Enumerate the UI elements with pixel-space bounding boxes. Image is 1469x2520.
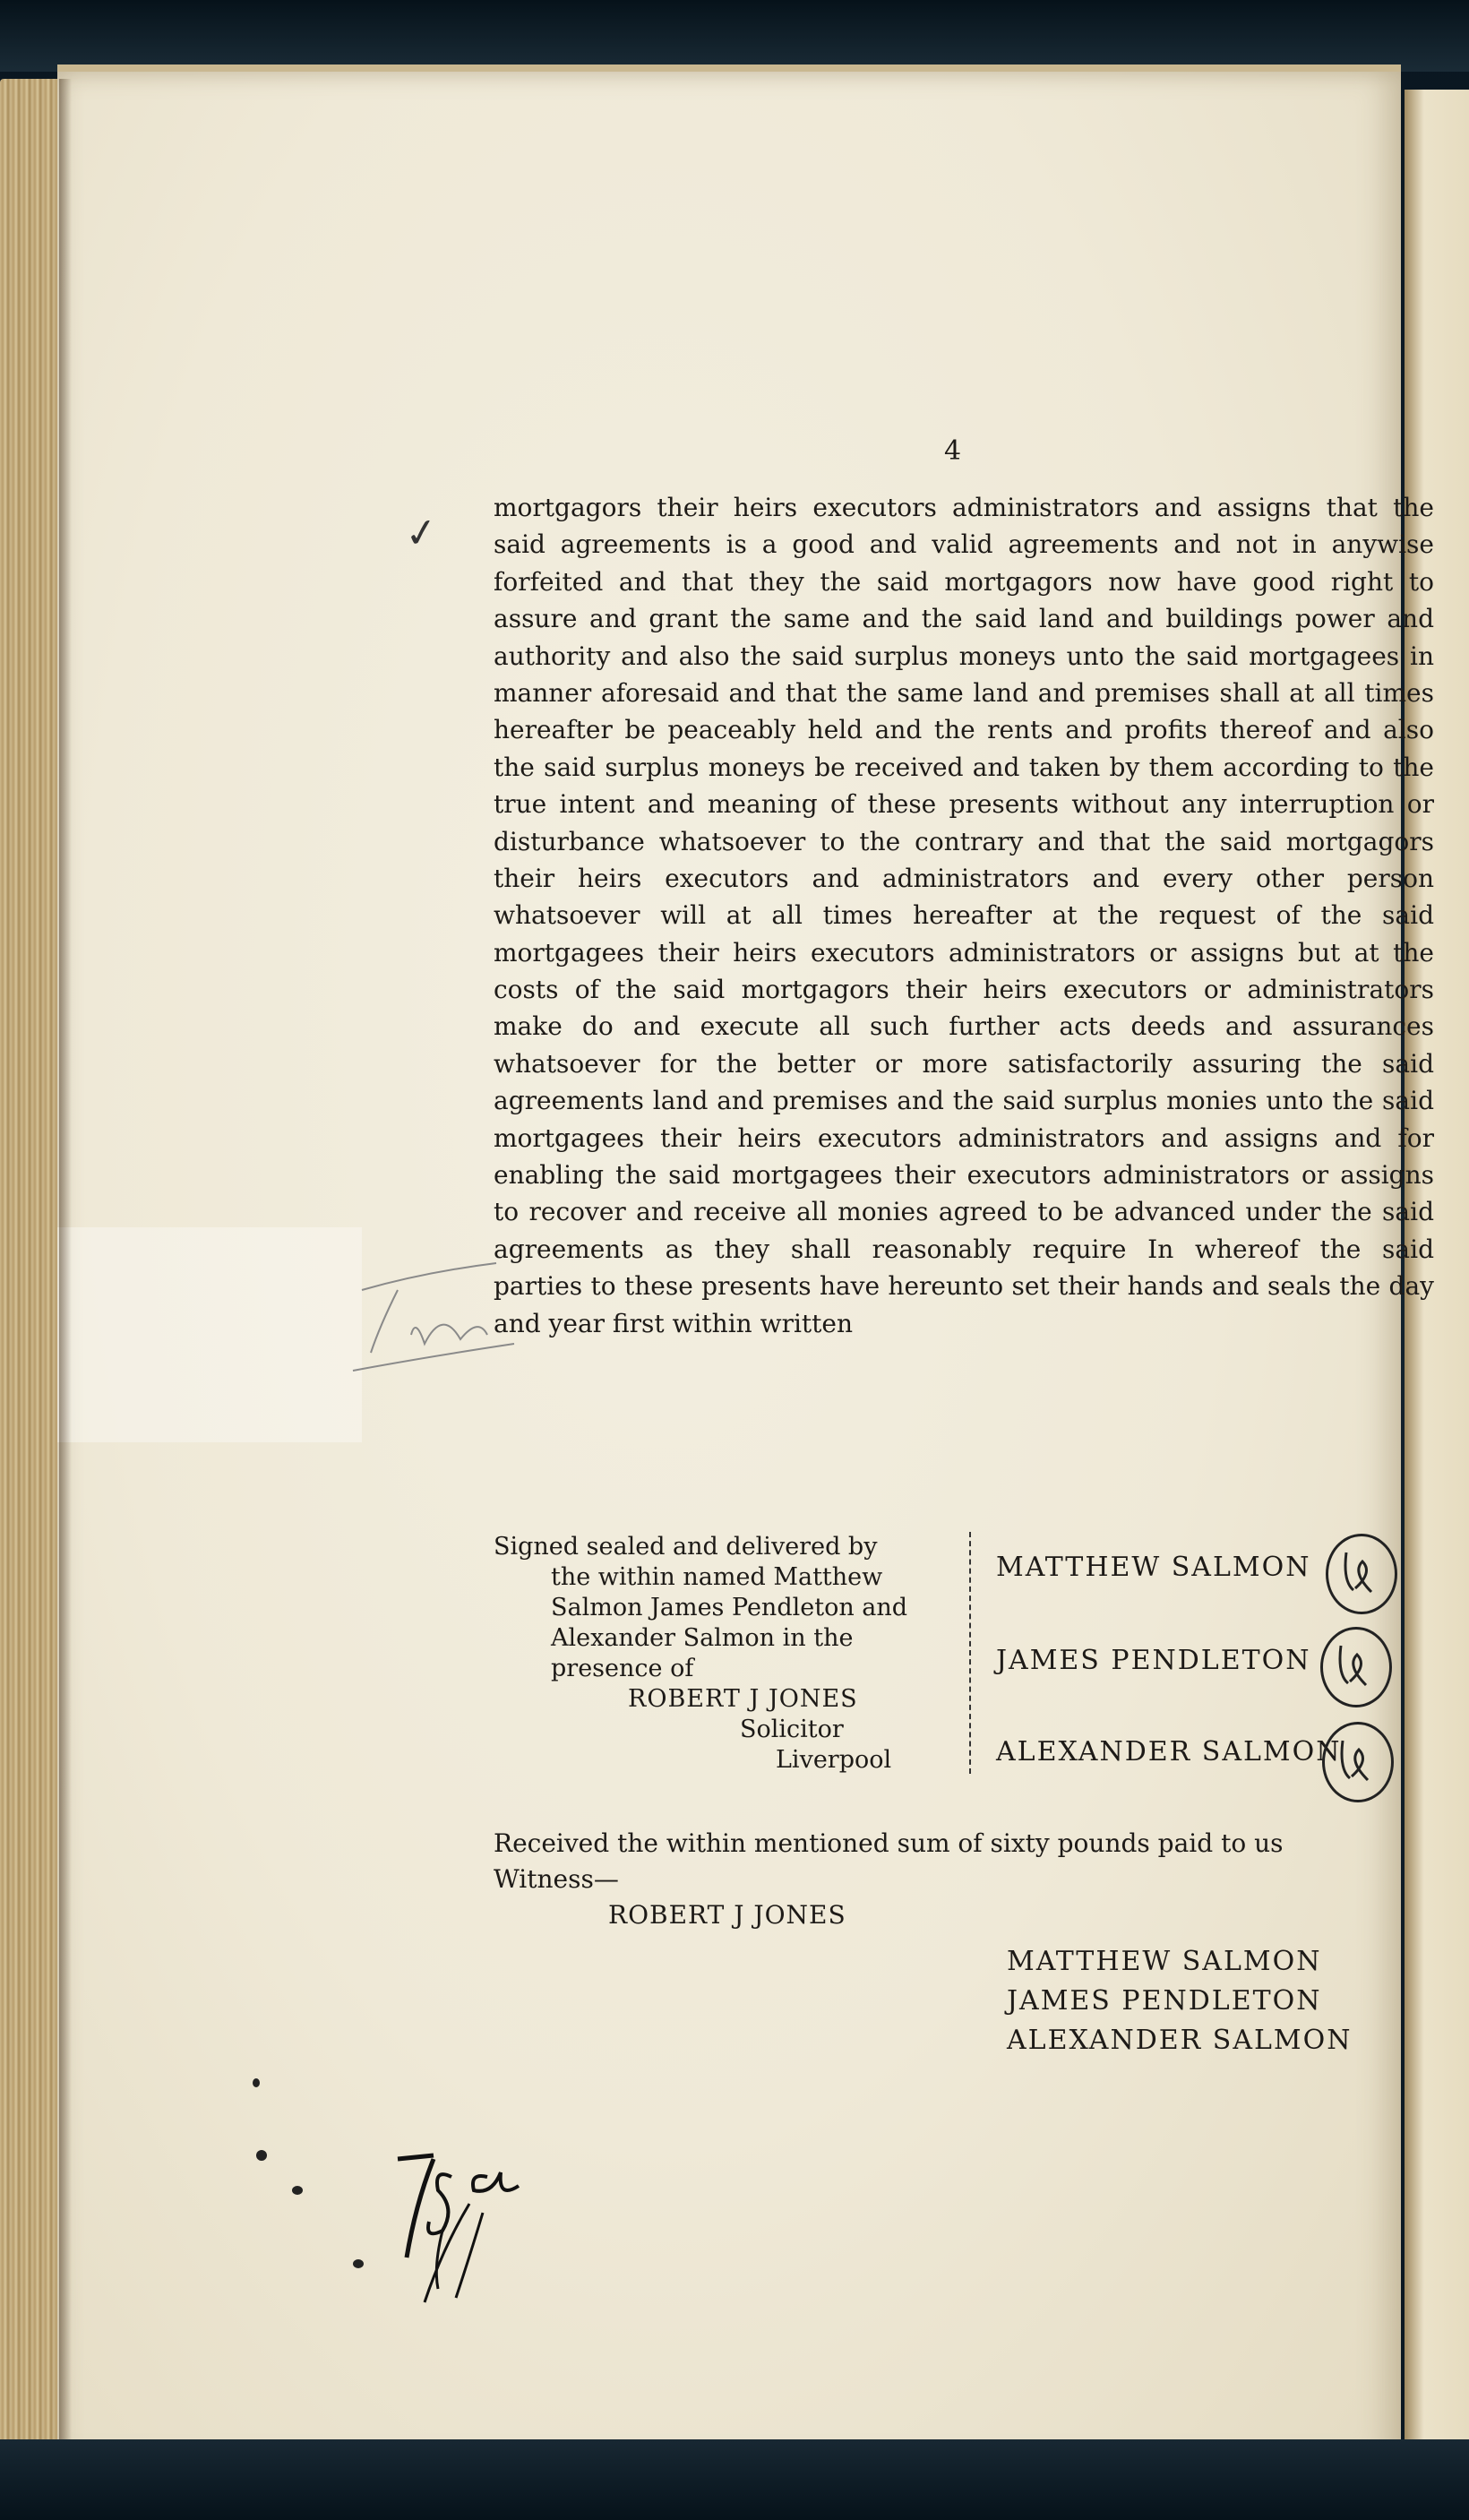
witness-title: Solicitor (740, 1716, 844, 1743)
attestation-line: the within named Matthew (551, 1563, 883, 1591)
body-line: the said surplus moneys be received and taken by them according to the (494, 752, 1434, 782)
receipt-signers (1007, 1942, 1352, 2060)
pencil-annotation (344, 1254, 523, 1380)
body-line: mortgagees their heirs executors administrators and assigns and for (494, 1122, 1434, 1153)
ink-spot (253, 2078, 260, 2087)
party-name: ALEXANDER SALMON (996, 1736, 1342, 1767)
body-line: manner aforesaid and that the same land and premises shall at all times (494, 677, 1434, 708)
body-line: parties to these presents have hereunto set their hands and seals the day (494, 1271, 1434, 1302)
body-line: forfeited and that they the said mortgagors now have good right to (494, 566, 1434, 597)
receipt-witness-label: Witness— (494, 1864, 619, 1894)
repair-tape (57, 1227, 362, 1442)
receipt-witness-name: ROBERT J JONES (608, 1900, 846, 1930)
body-line: true intent and meaning of these presents without any interruption or (494, 789, 1434, 820)
receipt-signer: ALEXANDER SALMON (1007, 2025, 1353, 2056)
book-cover-bottom (0, 2439, 1469, 2520)
body-line: their heirs executors and administrators and every other person (494, 863, 1434, 893)
body-line: costs of the said mortgagors their heirs executors or administrators (494, 975, 1434, 1005)
body-line: agreements as they shall reasonably require In whereof the said (494, 1234, 1434, 1264)
body-line: said agreements is a good and valid agreements and not in anywise (494, 529, 1434, 560)
document-page (57, 65, 1434, 2462)
ink-spot (256, 2150, 267, 2161)
witness-place: Liverpool (776, 1746, 892, 1774)
receipt-clause (494, 1826, 1283, 1933)
body-line: whatsoever for the better or more satisfactorily assuring the said (494, 1048, 1434, 1079)
page-gutter-shadow (59, 79, 72, 2444)
body-line: mortgagors their heirs executors administrators and assigns that the (494, 493, 1434, 522)
body-line: assure and grant the same and the said land and buildings power and (494, 604, 1434, 634)
body-line: agreements land and premises and the said surplus monies unto the said (494, 1086, 1434, 1116)
body-line: hereafter be peaceably held and the rents and profits thereof and also (494, 715, 1434, 745)
attestation-clause (494, 1532, 968, 1776)
attestation-brace (969, 1532, 984, 1774)
body-line: and year first within written (494, 1308, 854, 1338)
deed-body-text (494, 489, 1434, 1342)
body-line: enabling the said mortgagees their executors administrators or assigns (494, 1160, 1434, 1191)
seal-ls-icon (1320, 1627, 1392, 1707)
marginal-check-mark: ✓ (401, 508, 442, 559)
body-line: authority and also the said surplus moneys unto the said mortgagees in (494, 641, 1434, 671)
book-cover-top (0, 0, 1469, 72)
seal-ls-icon (1322, 1722, 1394, 1802)
ink-spot (353, 2259, 364, 2268)
ink-scrawl-annotation (299, 2123, 586, 2311)
party-name: MATTHEW SALMON (996, 1552, 1311, 1583)
body-line: mortgagees their heirs executors administrators or assigns but at the (494, 937, 1434, 968)
body-line: make do and execute all such further acts deeds and assurances (494, 1011, 1434, 1042)
receipt-line: Received the within mentioned sum of sixty pounds paid to us (494, 1828, 1284, 1858)
attestation-line: presence of (551, 1655, 694, 1682)
attestation-line: Alexander Salmon in the (551, 1624, 854, 1652)
party-name: JAMES PENDLETON (996, 1645, 1311, 1676)
body-line: whatsoever will at all times hereafter at the request of the said (494, 900, 1434, 931)
attestation-line: Signed sealed and delivered by (494, 1533, 878, 1561)
receipt-signer: JAMES PENDLETON (1007, 1985, 1322, 2017)
seal-ls-icon (1326, 1534, 1397, 1614)
ink-spot (292, 2186, 303, 2195)
receipt-signer: MATTHEW SALMON (1007, 1946, 1322, 1977)
witness-name: ROBERT J JONES (628, 1685, 858, 1713)
body-line: to recover and receive all monies agreed to be advanced under the said (494, 1197, 1434, 1227)
attestation-line: Salmon James Pendleton and (551, 1594, 908, 1621)
body-line: disturbance whatsoever to the contrary and that the said mortgagors (494, 826, 1434, 856)
page-number: 4 (944, 435, 962, 467)
